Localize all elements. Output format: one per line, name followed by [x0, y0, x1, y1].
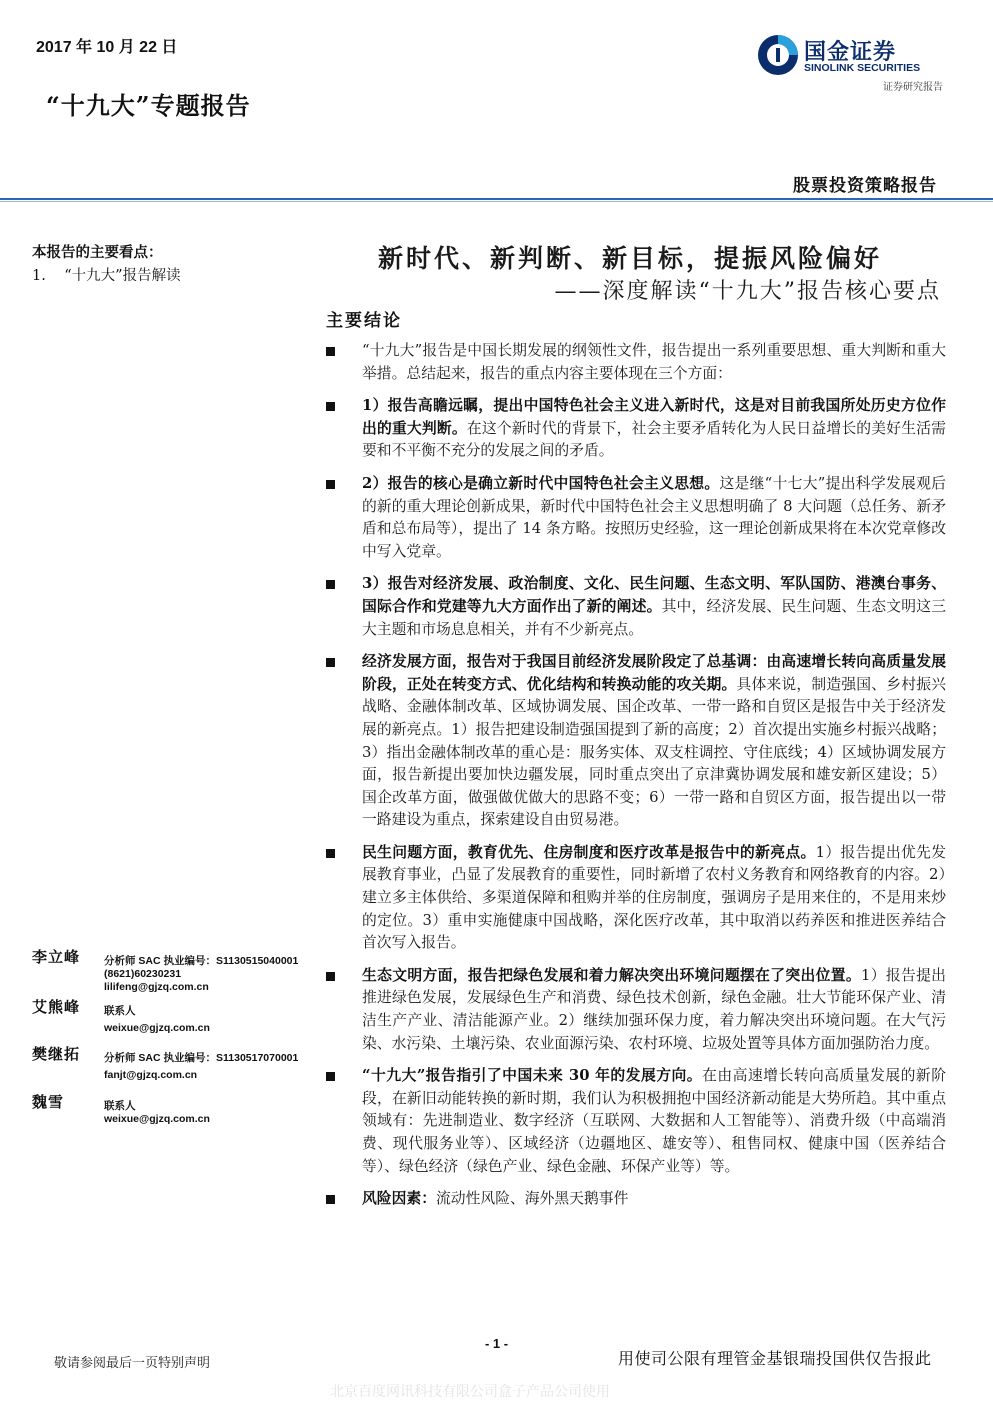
article-title: 新时代、新判断、新目标，提振风险偏好 — [378, 244, 883, 273]
bullet-bold-text: 1）报告高瞻远瞩，提出中国特色社会主义进入新时代，这是对目前我国所处历史方位作出的重大判断。 — [362, 397, 946, 437]
bullet-square-icon — [326, 1195, 335, 1204]
analyst-info — [104, 996, 322, 1035]
bullet-square-icon — [326, 658, 335, 667]
conclusion-bullet — [326, 340, 946, 385]
analyst-role: 联系人 — [104, 1005, 136, 1017]
page-number: - 1 - — [484, 1336, 509, 1351]
watermark: 北京百度网讯科技有限公司盒子产品公司使用 — [330, 1384, 610, 1400]
report-date: 2017 年 10 月 22 日 — [36, 39, 178, 56]
sinolink-logo-icon — [756, 33, 800, 77]
section-heading: 主要结论 — [326, 311, 402, 331]
conclusion-bullet — [326, 573, 946, 641]
bullet-bold-text: 经济发展方面，报告对于我国目前经济发展阶段定了总基调：由高速增长转向高质量发展阶段，正处在转变方式、优化结构和转换动能的攻关期。 — [362, 653, 946, 693]
conclusion-bullet — [326, 473, 946, 563]
logo-chinese-name: 国金证券 — [804, 40, 897, 65]
conclusion-bullet — [326, 1188, 946, 1211]
bullet-bold-text: 民生问题方面，教育优先、住房制度和医疗改革是报告中的新亮点。 — [362, 843, 816, 861]
analyst-info — [104, 1091, 322, 1126]
bullet-text: 流动性风险、海外黑天鹅事件 — [436, 1190, 629, 1208]
conclusion-list — [326, 340, 946, 1211]
analyst-list — [32, 946, 322, 1131]
header-divider-thin — [0, 201, 993, 202]
analyst-info — [104, 1043, 322, 1082]
conclusion-bullet — [326, 965, 946, 1055]
analyst-email[interactable]: weixue@gjzq.com.cn — [104, 1022, 210, 1034]
bullet-square-icon — [326, 347, 335, 356]
analyst-card — [32, 946, 322, 996]
analyst-card — [32, 1043, 322, 1091]
sidebar-item: 1. “十九大”报告解读 — [32, 268, 181, 284]
analyst-phone: (8621)60230231 — [104, 968, 182, 980]
analyst-name: 樊继拓 — [32, 1045, 81, 1063]
analyst-email[interactable]: fanjt@gjzq.com.cn — [104, 1069, 198, 1081]
analyst-email[interactable]: weixue@gjzq.com.cn — [104, 1113, 210, 1125]
report-type: 股票投资策略报告 — [793, 176, 937, 196]
bullet-square-icon — [326, 972, 335, 981]
bullet-square-icon — [326, 1072, 335, 1081]
conclusion-bullet — [326, 1065, 946, 1178]
bullet-text: 1）报告提出优先发展教育事业，凸显了发展教育的重要性，同时新增了农村义务教育和网络教育的内容。2）建立多主体供给、多渠道保障和租购并举的住房制度，强调房子是用来住的，不是用来炒的定位。3）重申实施健康中国战略，深化医疗改革，其中取消以药养医和推进医养结合首次写入报告。 — [362, 843, 946, 952]
bullet-square-icon — [326, 402, 335, 411]
logo-subtitle: 证券研究报告 — [883, 82, 943, 93]
bullet-text: 在这个新时代的背景下，社会主要矛盾转化为人民日益增长的美好生活需要和不平衡不充分的发展之间的矛盾。 — [362, 419, 946, 460]
analyst-name: 李立峰 — [32, 948, 81, 966]
conclusion-bullet — [326, 842, 946, 955]
bullet-bold-text: “十九大”报告指引了中国未来 30 年的发展方向。 — [362, 1067, 703, 1085]
header-divider — [0, 198, 993, 200]
bullet-text: 其中，经济发展、民生问题、生态文明这三大主题和市场息息相关，并有不少新亮点。 — [362, 597, 946, 638]
footer-disclaimer: 敬请参阅最后一页特别声明 — [54, 1356, 211, 1371]
conclusion-bullet — [326, 395, 946, 463]
bullet-text: 1）报告提出推进绿色发展，发展绿色生产和消费、绿色技术创新，绿色金融。壮大节能环保产业、清洁生产产业、清洁能源产业。2）继续加强环保力度，着力解决突出环境问题。在大气污染、水污染、土壤污染、农业面源污染、农村环境、垃圾处置等具体方面加强防治力度。 — [362, 966, 946, 1052]
bullet-bold-text: 风险因素： — [362, 1190, 436, 1208]
analyst-credential: 分析师 SAC 执业编号：S1130517070001 — [104, 1052, 299, 1064]
bullet-bold-text: 2）报告的核心是确立新时代中国特色社会主义思想。 — [362, 474, 720, 492]
analyst-name: 魏雪 — [32, 1093, 65, 1111]
sidebar-title: 本报告的主要看点： — [32, 244, 163, 261]
analyst-credential: 分析师 SAC 执业编号：S1130515040001 — [104, 955, 299, 967]
bullet-text: “十九大”报告是中国长期发展的纲领性文件，报告提出一系列重要思想、重大判断和重大举措。总结起来，报告的重点内容主要体现在三个方面： — [362, 342, 946, 382]
bullet-text: 在由高速增长转向高质量发展的新阶段，在新旧动能转换的新时期，我们认为积极拥抱中国经济新动能是大势所趋。其中重点领域有：先进制造业、数字经济（互联网、大数据和人工智能等）、消费升级（中高端消费、现代服务业等）、区域经济（边疆地区、雄安等）、租售同权、健康中国（医养结合等）、绿色经济（绿色产业、绿色金融、环保产业等）等。 — [362, 1067, 946, 1175]
bullet-text: 这是继“十七大”提出科学发展观后的新的重大理论创新成果，新时代中国特色社会主义思想明确了 8 大问题（总任务、新矛盾和总布局等），提出了 14 条方略。按照历史经验，这一理论创新成果将在本次党章修改中写入党章。 — [362, 474, 946, 560]
bullet-bold-text: 3）报告对经济发展、政治制度、文化、民生问题、生态文明、军队国防、港澳台事务、国际合作和党建等九大方面作出了新的阐述。 — [362, 575, 946, 615]
footer-notice: 用使司公限有理管金基银瑞投国供仅告报此 — [618, 1349, 932, 1368]
analyst-name: 艾熊峰 — [32, 998, 81, 1016]
bullet-bold-text: 生态文明方面，报告把绿色发展和着力解决突出环境问题摆在了突出位置。 — [362, 966, 861, 984]
bullet-square-icon — [326, 480, 335, 489]
article-subtitle: ——深度解读“十九大”报告核心要点 — [554, 279, 941, 304]
report-topic: “十九大”专题报告 — [46, 91, 251, 120]
analyst-email[interactable]: lilifeng@gjzq.com.cn — [104, 981, 209, 993]
bullet-square-icon — [326, 849, 335, 858]
analyst-info — [104, 946, 322, 994]
bullet-text: 具体来说，制造强国、乡村振兴战略、金融体制改革、区域协调发展、国企改革、一带一路和自贸区是报告中关于经济发展的新亮点。1）报告把建设制造强国提到了新的高度；2）首次提出实施乡村振兴战略；3）指出金融体制改革的重心是：服务实体、双支柱调控、守住底线；4）区域协调发展方面，报告新提出要加快边疆发展，同时重点突出了京津冀协调发展和雄安新区建设；5）国企改革方面，做强做优做大的思路不变；6）一带一路和自贸区方面，报告提出以一带一路建设为重点，探索建设自由贸易港。 — [362, 675, 946, 829]
bullet-square-icon — [326, 580, 335, 589]
analyst-card — [32, 996, 322, 1043]
analyst-card — [32, 1091, 322, 1131]
conclusion-bullet — [326, 651, 946, 832]
logo-english-name: SINOLINK SECURITIES — [804, 62, 921, 74]
analyst-role: 联系人 — [104, 1100, 136, 1112]
